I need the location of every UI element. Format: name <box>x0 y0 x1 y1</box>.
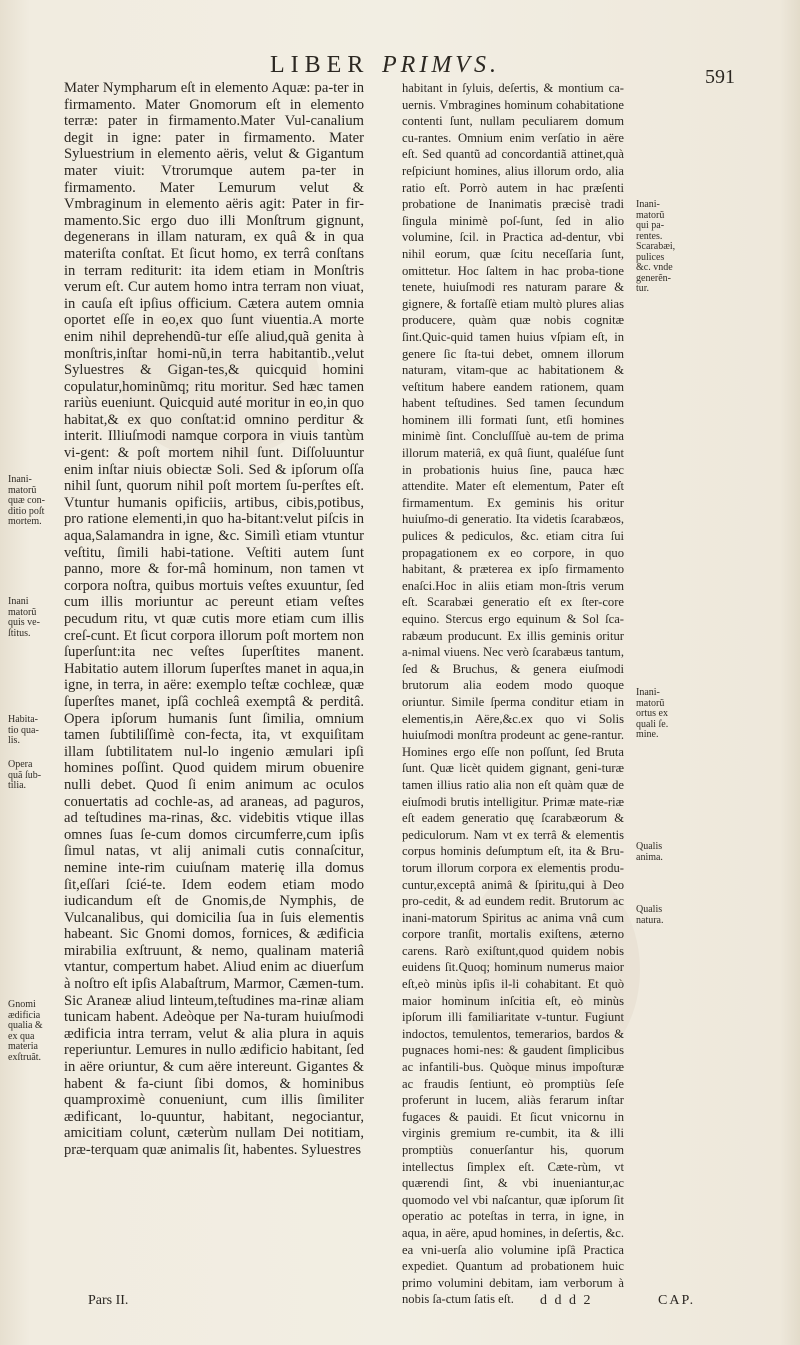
page-number: 591 <box>705 66 735 88</box>
margin-note: Habita- tio qua- lis. <box>8 714 39 746</box>
margin-note: Inani matorũ quis ve- ſtitus. <box>8 596 40 639</box>
margin-note: Inani- matorũ ortus ex quali ſe. mine. <box>636 687 669 740</box>
right-column-text: habitant in ſyluis, deſertis, & montium ca-uernis. Vmbragines hominum cohabitatione contenti ſunt, nullam peculiarem domum cu-rantes. Omnium enim verſatio in aëre eſt. Sed quantũ ad concordantiã attinet,quà reſpiciunt homines, alius illorum ordo, alia ratio eſt. Porrò autem in hac præſenti probatione de Inanimatis præcisè tradi ſingula minimè poſ-ſunt, ſed in alio volumine, ſcil. in Practica ad-dentur, vbi nihil eorum, quæ ſcitu neceſſaria ſunt, omittetur. Hoc ſaltem in hac proba-tione tenete, huiuſmodi res naturam parare & gignere, & fortaſſè etiam multò plures alias producere, quàm quæ nobis cognitæ ſint.Quic-quid tamen huius vſpiam eſt, in genere ſic ſta-tui debet, omnem illorum naturam, vitam-que ac habitationem & veſtitum habere eandem rationem, quam habent teſtudines. Sed tamen ſecundum hominem illi formati ſunt, etſi homines minimè ſint. Concluſſſuè au-tem de prima illorum materiâ, ex quâ ſiunt, qualéſue ſunt in probationis huius ſine, pauca hæc attendite. Mater eſt elementum, Pater eſt firmamentum. Ex geminis his oritur huiuſmo-di generatio. Ita videtis ſcarabæos, pulices & pediculos, &c. etiam citra ſui propagationem ex eo corpore, in quo habitant, & præterea ex ipſo firmamento enaſci.Hoc in aliis etiam mon-ſtris verum eſt. Scarabæi generatio eſt ex ſter-core equino. Stercus ergo equinum & Sol ſca-rabæum producunt. Ex illis geminis oritur a-nimal viuens. Nec verò ſcarabæus tantum, ſed & Bruchus, & genera eiuſmodi brutorum alia eodem modo quoque oriuntur. Simile ſperma conditur etiam in elementis,in Aëre,&c.ex quo vi Solis huiuſmodi monſtra prodeunt ac gene-rantur. Homines ergo eſſe non poſſunt, ſed Bruta ſunt. Quæ licèt quidem gignant, geni-turæ tamen illius ratio alia non eſt quàm quæ de eiuſmodi brutis intelligitur. Primæ mate-riæ eſt eadem generatio quę ſcarabæorum & pediculorum. Nam vt ex terrâ & elementis corpus hominis deſumptum eſt, ita & Bru-torum illorum corpora ex elementis produ-cuntur,exceptâ animâ & ſpiritu,qui à Deo pro-cedit, & ad eundem redit. Brutorum ac inani-matorum Spiritus ac anima vnâ cum corpore tranſit, mortalis exiſtens, æterno carens. Rarò exiſtunt,quod quidem nobis euidens ſit.Quoq; hominum numerus maior eſt,eò minùs ipſis il-li cohabitant. Et quò maior hominum inſcitia eſt, eò minùs ipſorum illi familiaritate v-tuntur. Fugiunt indoctos, temulentos, temerarios, bardos & pugnaces homi-nes: & gaudent ſimplicibus ac infantili-bus. Quòque minus impoſturæ ac fraudis ſentiunt, eò promptiùs ſeſe proferunt in lucem, aliàs ferarum inſtar fugaces & pauidi. Et ſicut vnicornu in virginis gremium re-cumbit, ita & illi promptiùs conuerſantur his, quorum intellectus ſimplex eſt. Cæte-rùm, vt quærendi ſint, & vbi inueniantur,ac quomodo vel vbi naſcantur, quæ ipſorum ſit operatio ac poteſtas in terra, in igne, in aqua, in aëre, apud homines, in deſertis, &c. ea vni-uerſa alio volumine ipſâ Practica expediet. Quantum ad probationem huic primo volumini debitam, iam verborum à nobis ſa-ctum ſatis eſt. <box>402 81 624 1307</box>
left-column-text: Mater Nympharum eſt in elemento Aquæ: pa-ter in firmamento. Mater Gnomorum eſt in elemento terræ: pater in firmamento.Mater Vul-canalium degit in igne: pater in firmamento. Mater Syluestrium in elemento aëris, velut & Gigantum mater viuit: Vtrorumque autem pa-ter in firmamento. Mater Lemurum velut & Vmbraginum in elemento aëris agit: Pater in fir-mamento.Sic ergo duo illi Monſtrum gignunt, degenerans in illam naturam, ex quâ & in qua materiſta conſtat. Et ſicut homo, ex terrâ conſtans in terram rediturit: ita idem etiam in Monſtris verum eſt. Cur autem homo intra terram non viuat, in cauſa eſt ipſius officium. Cætera autem omnia oportet eſſe in eo,ex quo ſunt viuentia.A morte enim nihil deprehendũ-tur eſſe aliud,quã genita à monſtris,inſtar homi-nũ,in terra habitantib.,velut Syluestres & Gigan-tes,& quicquid homini copulatur,hominũmq; ritu moritur. Sed hæc tamen rariùs eueniunt. Quicquid auté moritur in eo,in quo habitat,& ex quo conſtat:id omnino perditur & interit. Illiuſmodi namque corpora in viuis tantùm vi-gent: & poſt mortem nihil ſunt. Diſſoluuntur enim inſtar niuis obiectæ Soli. Sed & ipſorum oſſa nihil ſunt, quorum nihil poſt mortem ſu-perſtes eſt. Vtuntur humanis opificiis, artibus, cibis,potibus, pro ratione elementi,in quo ha-bitant:velut piſcis in aqua,Salamandra in igne, &c. Similì etiam vtuntur veſtitu, ſimili habi-tatione. Veſtiti autem ſunt panno, more & for-mâ hominum, non tamen vt corpora noſtra, quibus mortuis veſtes exuuntur, ſed cum illis moriuntur ac pereunt etiam veſtes pecudum ritu, vt quæ cutis more etiam cum illis creſ-cunt. Et ſicut corpora illorum poſt mortem non ſuperſunt:ita nec veſtes ſuperſtites manent. Habitatio autem illorum ſuperſtes manet in aqua,in igne, in terra, in aëre: exemplo teſtæ cochleæ, quæ ſuperſtes manet, ipſâ cochleâ exemptâ & perditâ. Opera ipſorum humanis ſunt ſimilia, omnium tamen ſubtiliſſimè con-fecta, ita, vt exquiſitam illam ſubtilitatem nul-lo ingenio æmulari ipſi homines poſſint. Quod quidem mirum obuenire nulli debet. Quod ſi enim animum ac oculos conuertatis ad cochle-as, ad araneas, ad paguros, ad teſtudines ma-rinas, &c. videbitis vtique illas omnes ſuas ſe-cum domos circumferre,cum ipſis ſimul natas, vt alij animali cutis connaſcitur, nemine inte-rim cuiuſnam materię illa domus ſit,eſſari ſcié-te. Idem eodem etiam modo iudicandum eſt de Gnomis,de Nymphis, de Vulcanalibus, qui domicilia ſua in ſuis elementis habeant. Sic Gnomi domos, fornices, & ædificia mirabilia exſtruunt, & nemo, qualinam materiâ vtantur, compertum habet. Aliud enim ac diuerſum à noſtro eſt ipſis Alabaſtrum, Marmor, Cæmen-tum. Sic Araneæ aliud linteum,teſtudines ma-rinæ aliam tunicam habent. Adeòque per Na-turam huiuſmodi ædificia intra terram, velut & alia plura in aquis reperiuntur. Lemures in nullo ædificio habitant, ſed in aëre oriuntur, & cum aëre intereunt. Gigantes & habent & fa-ciunt ſibi domos, & hominibus quamproximè conueniunt, cum illis ſimiliter ædificant, lo-quuntur, habitant, negociantur, amicitiam colunt, cæterùm nullam Dei notitiam, præ-terquam quæ animalis ſit, habentes. Syluestres <box>64 80 364 1158</box>
margin-note: Gnomi ædificia qualia & ex qua materia exſtruãt. <box>8 999 43 1063</box>
catchword: CAP. <box>658 1293 696 1308</box>
margin-note: Opera quã ſub- tilia. <box>8 759 42 791</box>
running-head <box>270 52 610 82</box>
margin-note: Qualis natura. <box>636 904 664 926</box>
margin-note: Inani- matorũ quæ con- ditio poſt mortem. <box>8 474 45 527</box>
margin-note: Qualis anima. <box>636 841 663 863</box>
left-text-column <box>64 80 364 1290</box>
signature-mark: Pars II. <box>88 1293 129 1308</box>
margin-note: Inani- matorũ qui pa- rentes. Scarabæi, pulices &c. vnde generẽn- tur. <box>636 199 676 294</box>
running-head-right: PRIMVS. <box>382 52 500 78</box>
running-head-left: LIBER <box>270 52 370 78</box>
signature-mark-right: d d d 2 <box>540 1293 593 1308</box>
